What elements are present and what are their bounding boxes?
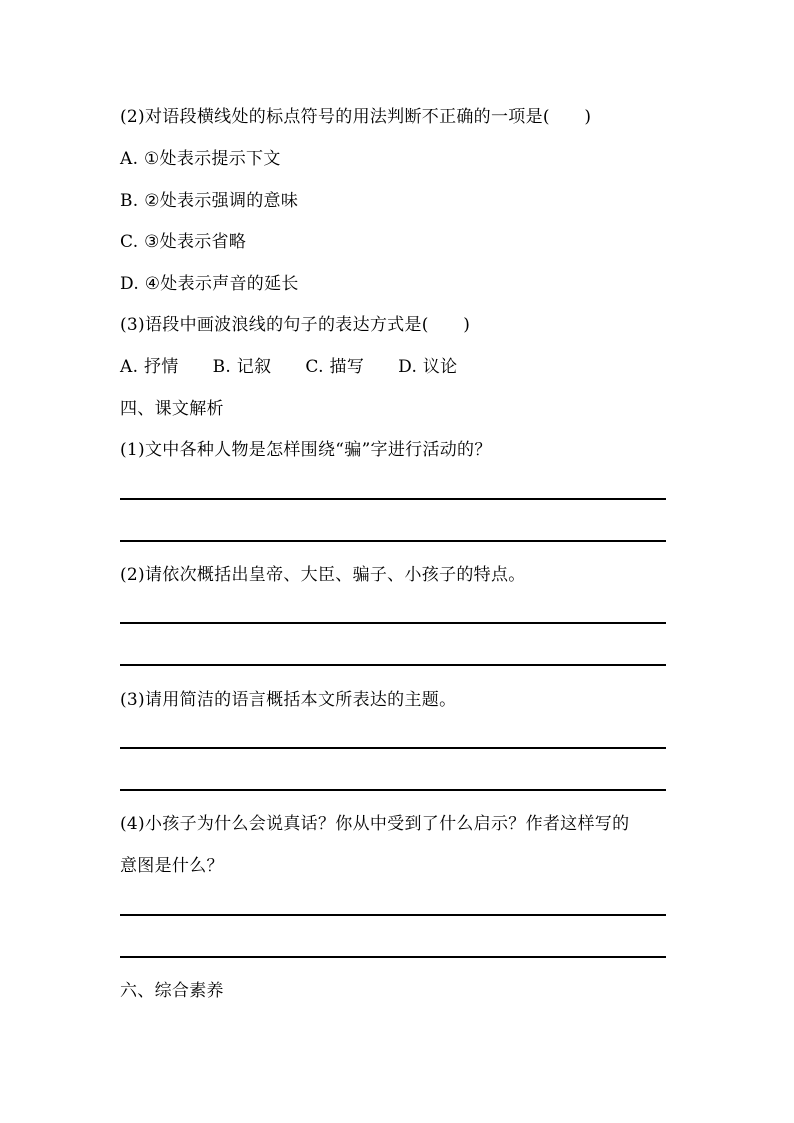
question-4-2: (2)请依次概括出皇帝、大臣、骗子、小孩子的特点。 [120, 565, 526, 585]
answer-line[interactable] [120, 747, 666, 749]
options-row [120, 356, 457, 378]
question-3-3: (3)语段中画波浪线的句子的表达方式是( ) [120, 315, 471, 335]
question-4-3: (3)请用简洁的语言概括本文所表达的主题。 [120, 690, 457, 710]
section-heading-4: 四、课文解析 [120, 399, 224, 419]
answer-line[interactable] [120, 622, 666, 624]
question-4-4-line2: 意图是什么？ [120, 856, 224, 876]
answer-line[interactable] [120, 498, 666, 500]
option-a-lyric: A. 抒情 [120, 357, 179, 377]
answer-line[interactable] [120, 540, 666, 542]
option-b: B. ②处表示强调的意味 [120, 191, 299, 211]
section-heading-6: 六、综合素养 [120, 981, 224, 1001]
option-c: C. ③处表示省略 [120, 232, 247, 252]
answer-line[interactable] [120, 914, 666, 916]
option-d: D. ④处表示声音的延长 [120, 274, 299, 294]
option-a: A. ①处表示提示下文 [120, 149, 281, 169]
option-b-narrative: B. 记叙 [212, 357, 272, 377]
question-3-2: (2)对语段横线处的标点符号的用法判断不正确的一项是( ) [120, 107, 592, 127]
answer-line[interactable] [120, 664, 666, 666]
answer-line[interactable] [120, 789, 666, 791]
option-d-argument: D. 议论 [398, 357, 458, 377]
question-4-1: (1)文中各种人物是怎样围绕“骗”字进行活动的？ [120, 440, 492, 460]
option-c-description: C. 描写 [305, 357, 365, 377]
answer-line[interactable] [120, 956, 666, 958]
question-4-4-line1: (4)小孩子为什么会说真话？你从中受到了什么启示？作者这样写的 [120, 814, 630, 834]
